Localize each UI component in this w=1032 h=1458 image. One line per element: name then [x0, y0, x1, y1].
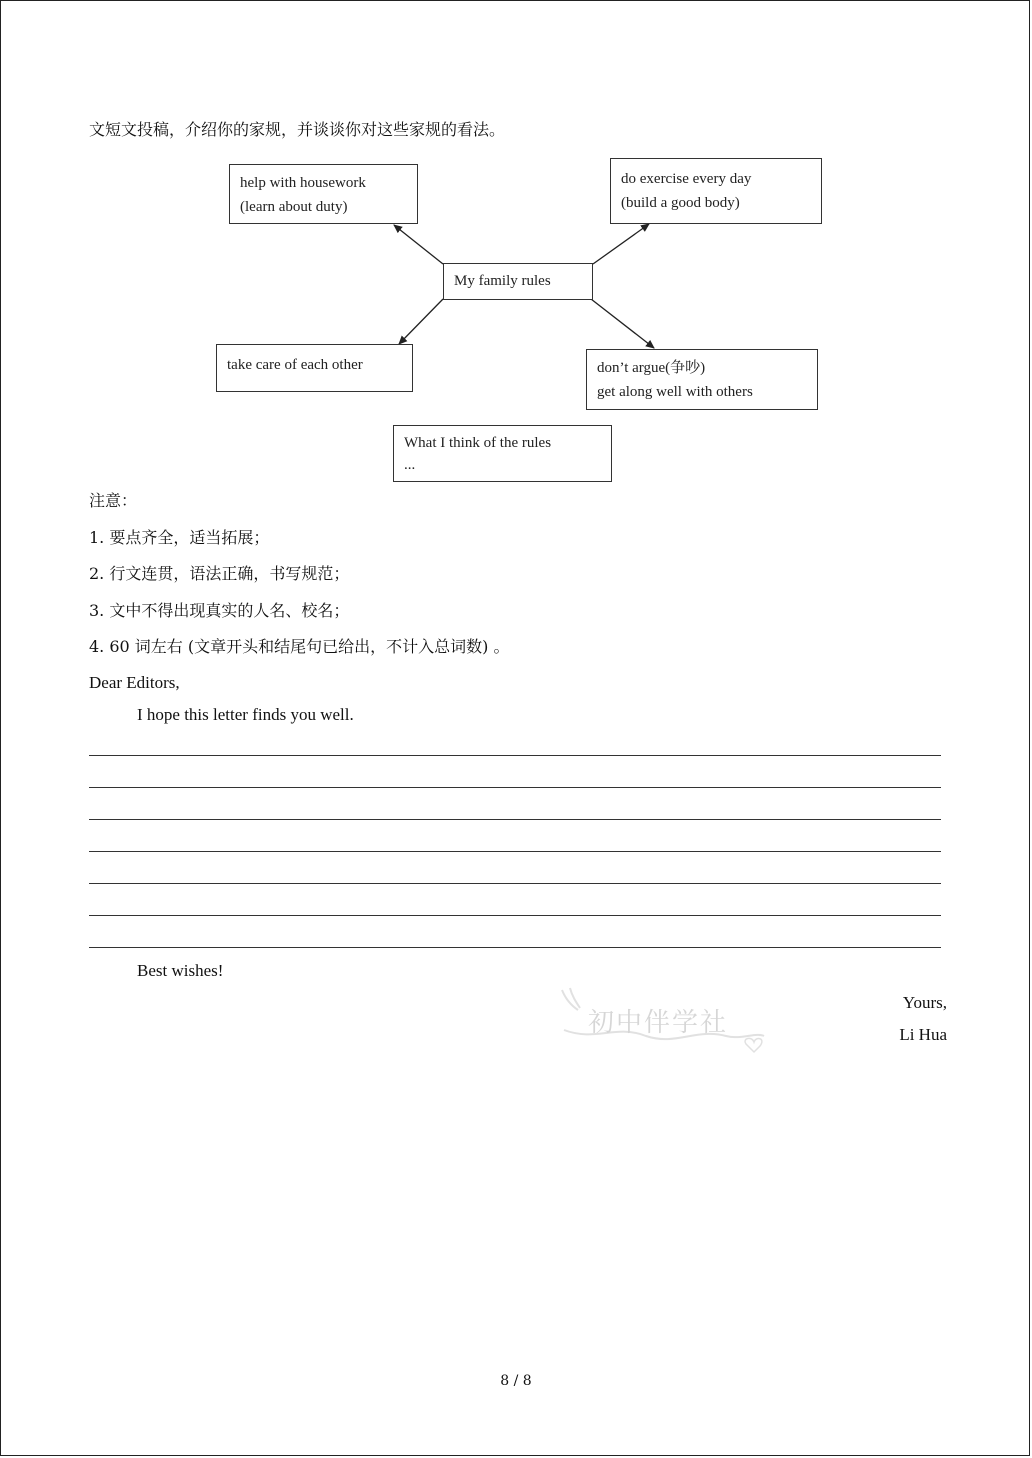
writing-line-4[interactable]: [89, 851, 941, 852]
watermark-text: 初中伴学社: [588, 1008, 729, 1038]
writing-line-5[interactable]: [89, 883, 941, 884]
arrow-to-housework: [394, 225, 443, 264]
letter-signature: Li Hua: [899, 1025, 947, 1044]
note-item-4: 4. 60 词左右 (文章开头和结尾句已给出，不计入总词数) 。: [89, 637, 510, 656]
writing-line-2[interactable]: [89, 787, 941, 788]
box-center: [443, 263, 593, 300]
writing-line-6[interactable]: [89, 915, 941, 916]
box-exercise: [610, 158, 822, 224]
writing-line-1[interactable]: [89, 755, 941, 756]
box-think-line2: ...: [404, 457, 416, 473]
box-housework: [229, 164, 418, 224]
intro-text: 文短文投稿，介绍你的家规，并谈谈你对这些家规的看法。: [89, 120, 506, 139]
letter-opening: I hope this letter finds you well.: [137, 705, 354, 724]
box-take-care: [216, 344, 413, 392]
box-what-i-think: [393, 425, 612, 482]
arrow-to-exercise: [593, 224, 649, 264]
arrow-to-argue: [591, 299, 654, 348]
box-dont-argue: [586, 349, 818, 410]
box-housework-line1: help with housework: [240, 175, 366, 191]
watermark: [556, 986, 771, 1061]
box-exercise-line2: (build a good body): [621, 195, 740, 211]
note-item-3: 3. 文中不得出现真实的人名、校名；: [89, 601, 350, 620]
box-argue-line1: don’t argue(争吵): [597, 360, 706, 376]
box-take-care-line1: take care of each other: [227, 357, 363, 373]
note-item-2: 2. 行文连贯，语法正确，书写规范；: [89, 564, 350, 583]
notes-heading: 注意：: [89, 491, 138, 510]
box-housework-line2: (learn about duty): [240, 199, 348, 215]
letter-closing: Best wishes!: [137, 961, 224, 980]
box-argue-line2: get along well with others: [597, 384, 753, 400]
note-item-1: 1. 要点齐全，适当拓展；: [89, 528, 270, 547]
box-think-line1: What I think of the rules: [404, 435, 552, 451]
page-number: 8 / 8: [500, 1373, 532, 1389]
box-exercise-line1: do exercise every day: [621, 171, 752, 187]
arrow-to-care: [399, 299, 443, 344]
writing-line-3[interactable]: [89, 819, 941, 820]
center-label: My family rules: [454, 273, 551, 289]
letter-salutation: Dear Editors,: [89, 673, 180, 692]
letter-sign-off: Yours,: [902, 993, 947, 1012]
writing-line-7[interactable]: [89, 947, 941, 948]
